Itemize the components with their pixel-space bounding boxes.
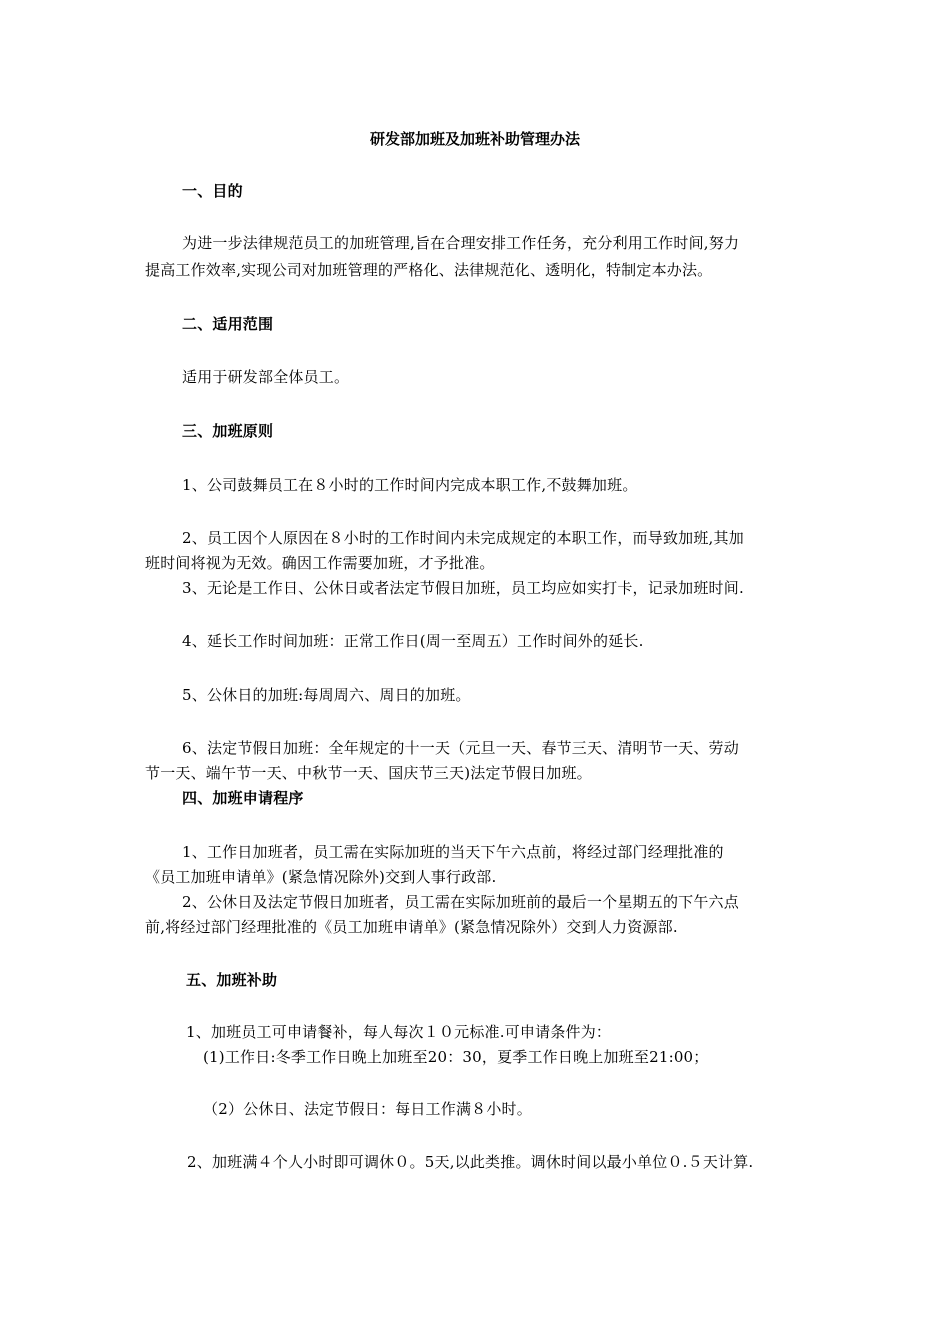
section-heading-purpose: 一、目的: [182, 182, 243, 200]
section-heading-scope: 二、适用范围: [182, 315, 274, 333]
procedure-item-2-line-2: 前,将经过部门经理批准的《员工加班申请单》(紧急情况除外）交到人力资源部.: [145, 918, 678, 936]
principle-item-4: 4、延长工作时间加班：正常工作日(周一至周五）工作时间外的延长.: [182, 632, 644, 650]
page-title: 研发部加班及加班补助管理办法: [369, 130, 580, 148]
section-heading-subsidy: 五、加班补助: [186, 971, 278, 989]
section-heading-principles: 三、加班原则: [182, 422, 274, 440]
principle-item-2-line-2: 班时间将视为无效。确因工作需要加班，才予批准。: [145, 554, 495, 572]
principle-item-2-line-1: 2、员工因个人原因在８小时的工作时间内未完成规定的本职工作，而导致加班,其加: [182, 529, 744, 547]
purpose-line-1: 为进一步法律规范员工的加班管理,旨在合理安排工作任务，充分利用工作时间,努力: [182, 234, 740, 252]
principle-item-1: 1、公司鼓舞员工在８小时的工作时间内完成本职工作,不鼓舞加班。: [182, 476, 638, 494]
principle-item-3: 3、无论是工作日、公休日或者法定节假日加班，员工均应如实打卡，记录加班时间.: [182, 579, 744, 597]
section-heading-procedure: 四、加班申请程序: [182, 789, 304, 807]
procedure-item-1-line-2: 《员工加班申请单》(紧急情况除外)交到人事行政部.: [145, 868, 497, 886]
principle-item-5: 5、公休日的加班:每周周六、周日的加班。: [182, 686, 471, 704]
scope-text: 适用于研发部全体员工。: [182, 368, 350, 386]
purpose-line-2: 提高工作效率,实现公司对加班管理的严格化、法律规范化、透明化，特制定本办法。: [145, 261, 713, 279]
principle-item-6-line-1: 6、法定节假日加班：全年规定的十一天（元旦一天、春节三天、清明节一天、劳动: [182, 739, 739, 757]
procedure-item-2-line-1: 2、公休日及法定节假日加班者，员工需在实际加班前的最后一个星期五的下午六点: [182, 893, 739, 911]
procedure-item-1-line-1: 1、工作日加班者，员工需在实际加班的当天下午六点前，将经过部门经理批准的: [182, 843, 724, 861]
subsidy-item-2: 2、加班满４个人小时即可调休０。5天,以此类推。调休时间以最小单位０.５天计算.: [187, 1153, 754, 1171]
subsidy-item-1-condition-2: （2）公休日、法定节假日：每日工作满８小时。: [203, 1100, 532, 1118]
principle-item-6-line-2: 节一天、端午节一天、中秋节一天、国庆节三天)法定节假日加班。: [145, 764, 592, 782]
subsidy-item-1-condition-1: (1)工作日:冬季工作日晚上加班至20：30，夏季工作日晚上加班至21:00；: [203, 1048, 709, 1066]
subsidy-item-1: 1、加班员工可申请餐补，每人每次１０元标准.可申请条件为：: [186, 1023, 612, 1041]
